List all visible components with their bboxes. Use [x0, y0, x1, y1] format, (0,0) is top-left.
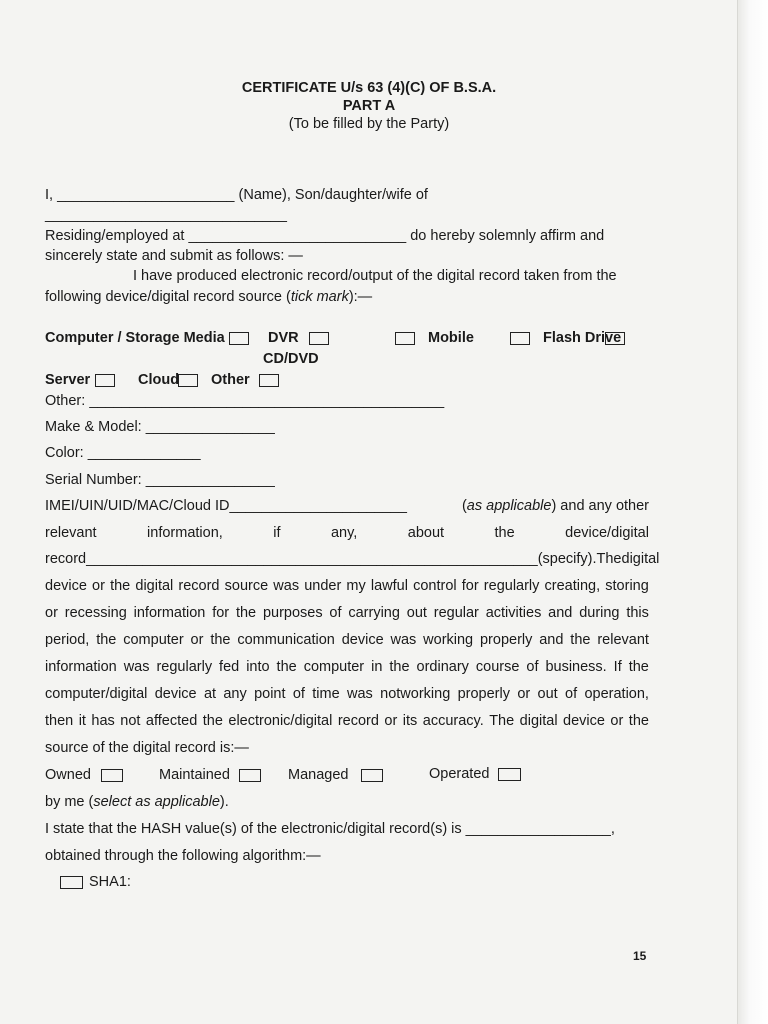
produced-line: I have produced electronic record/output of the digital record taken from the — [133, 268, 617, 284]
paragraph-line: device or the digital record source was under my lawful control for regularly creating, storing — [45, 578, 649, 594]
name-line: I, ______________________ (Name), Son/daughter/wife of — [45, 187, 428, 203]
make-model-field: Make & Model: ________________ — [45, 419, 275, 435]
following-line — [45, 288, 372, 306]
maintained-checkbox[interactable] — [239, 769, 261, 782]
dvr-checkbox[interactable] — [309, 332, 329, 345]
owned-checkbox[interactable] — [101, 769, 123, 782]
color-field: Color: ______________ — [45, 445, 201, 461]
flash-label: Flash Drive — [543, 330, 622, 346]
filled-by-subtitle: (To be filled by the Party) — [288, 116, 450, 132]
other-field: Other: ____________________________________________ — [45, 393, 445, 409]
as-applicable-text: as applicable — [466, 498, 552, 514]
flash-checkbox-right[interactable] — [605, 332, 625, 345]
page-edge — [737, 0, 768, 1024]
sha1-label: SHA1: — [89, 874, 131, 890]
relation-blank-line: ______________________________ — [45, 207, 287, 223]
operated-label: Operated — [429, 766, 490, 782]
computer-checkbox[interactable] — [229, 332, 249, 345]
device-computer — [45, 329, 225, 347]
cloud-checkbox[interactable] — [178, 374, 198, 387]
hash-line: I state that the HASH value(s) of the electronic/digital record(s) is __________________, — [45, 821, 615, 837]
select-applicable-line: by me (select as applicable). — [45, 794, 229, 810]
following-suffix: ):— — [348, 289, 373, 305]
flash-checkbox-left[interactable] — [510, 332, 530, 345]
imei-line: IMEI/UIN/UID/MAC/Cloud ID______________________ (as applicable) and any other — [45, 498, 649, 514]
residing-line: Residing/employed at ___________________________ do hereby solemnly affirm and — [45, 228, 605, 244]
paragraph-line: or recessing information for the purposes of carrying out regular activities and during this — [45, 605, 649, 621]
part-heading: PART A — [342, 98, 396, 114]
dvr-label: DVR — [268, 330, 299, 346]
serial-number-field: Serial Number: ________________ — [45, 472, 275, 488]
certificate-title: CERTIFICATE U/s 63 (4)(C) OF B.S.A. — [241, 80, 497, 96]
computer-label: Computer / Storage Media — [45, 330, 225, 346]
cloud-label: Cloud — [138, 372, 180, 388]
source-line: source of the digital record is:— — [45, 740, 249, 756]
server-checkbox[interactable] — [95, 374, 115, 387]
following-prefix: following device/digital record source ( — [45, 289, 291, 305]
managed-checkbox[interactable] — [361, 769, 383, 782]
managed-label: Managed — [288, 767, 349, 783]
select-as-applicable-text: select as applicable — [93, 794, 220, 810]
mobile-label: Mobile — [428, 330, 474, 346]
algorithm-line: obtained through the following algorithm:— — [45, 848, 321, 864]
sincerely-line: sincerely state and submit as follows: — — [45, 248, 303, 264]
imei-field: IMEI/UIN/UID/MAC/Cloud ID______________________ — [45, 498, 407, 514]
page-number: 15 — [633, 949, 647, 963]
operated-checkbox[interactable] — [498, 768, 521, 781]
other-label: Other — [211, 372, 250, 388]
sha1-checkbox[interactable] — [60, 876, 83, 889]
owned-label: Owned — [45, 767, 91, 783]
maintained-label: Maintained — [159, 767, 230, 783]
paragraph-line: computer/digital device at any point of time was notworking properly or out of operation, — [45, 686, 649, 702]
mobile-checkbox[interactable] — [395, 332, 415, 345]
paragraph-line: information was regularly fed into the computer in the ordinary course of business. If the — [45, 659, 649, 675]
relevant-line: relevant information, if any, about the device/digital — [45, 525, 649, 541]
server-label: Server — [45, 372, 91, 388]
tick-mark-text: tick mark — [290, 289, 349, 305]
paragraph-line: then it has not affected the electronic/digital record or its accuracy. The digital device or the — [45, 713, 649, 729]
paragraph-line: period, the computer or the communication device was working properly and the relevant — [45, 632, 649, 648]
cddvd-label: CD/DVD — [263, 351, 319, 367]
other-checkbox[interactable] — [259, 374, 279, 387]
record-line: record________________________________________________________(specify).The digital — [45, 551, 660, 567]
